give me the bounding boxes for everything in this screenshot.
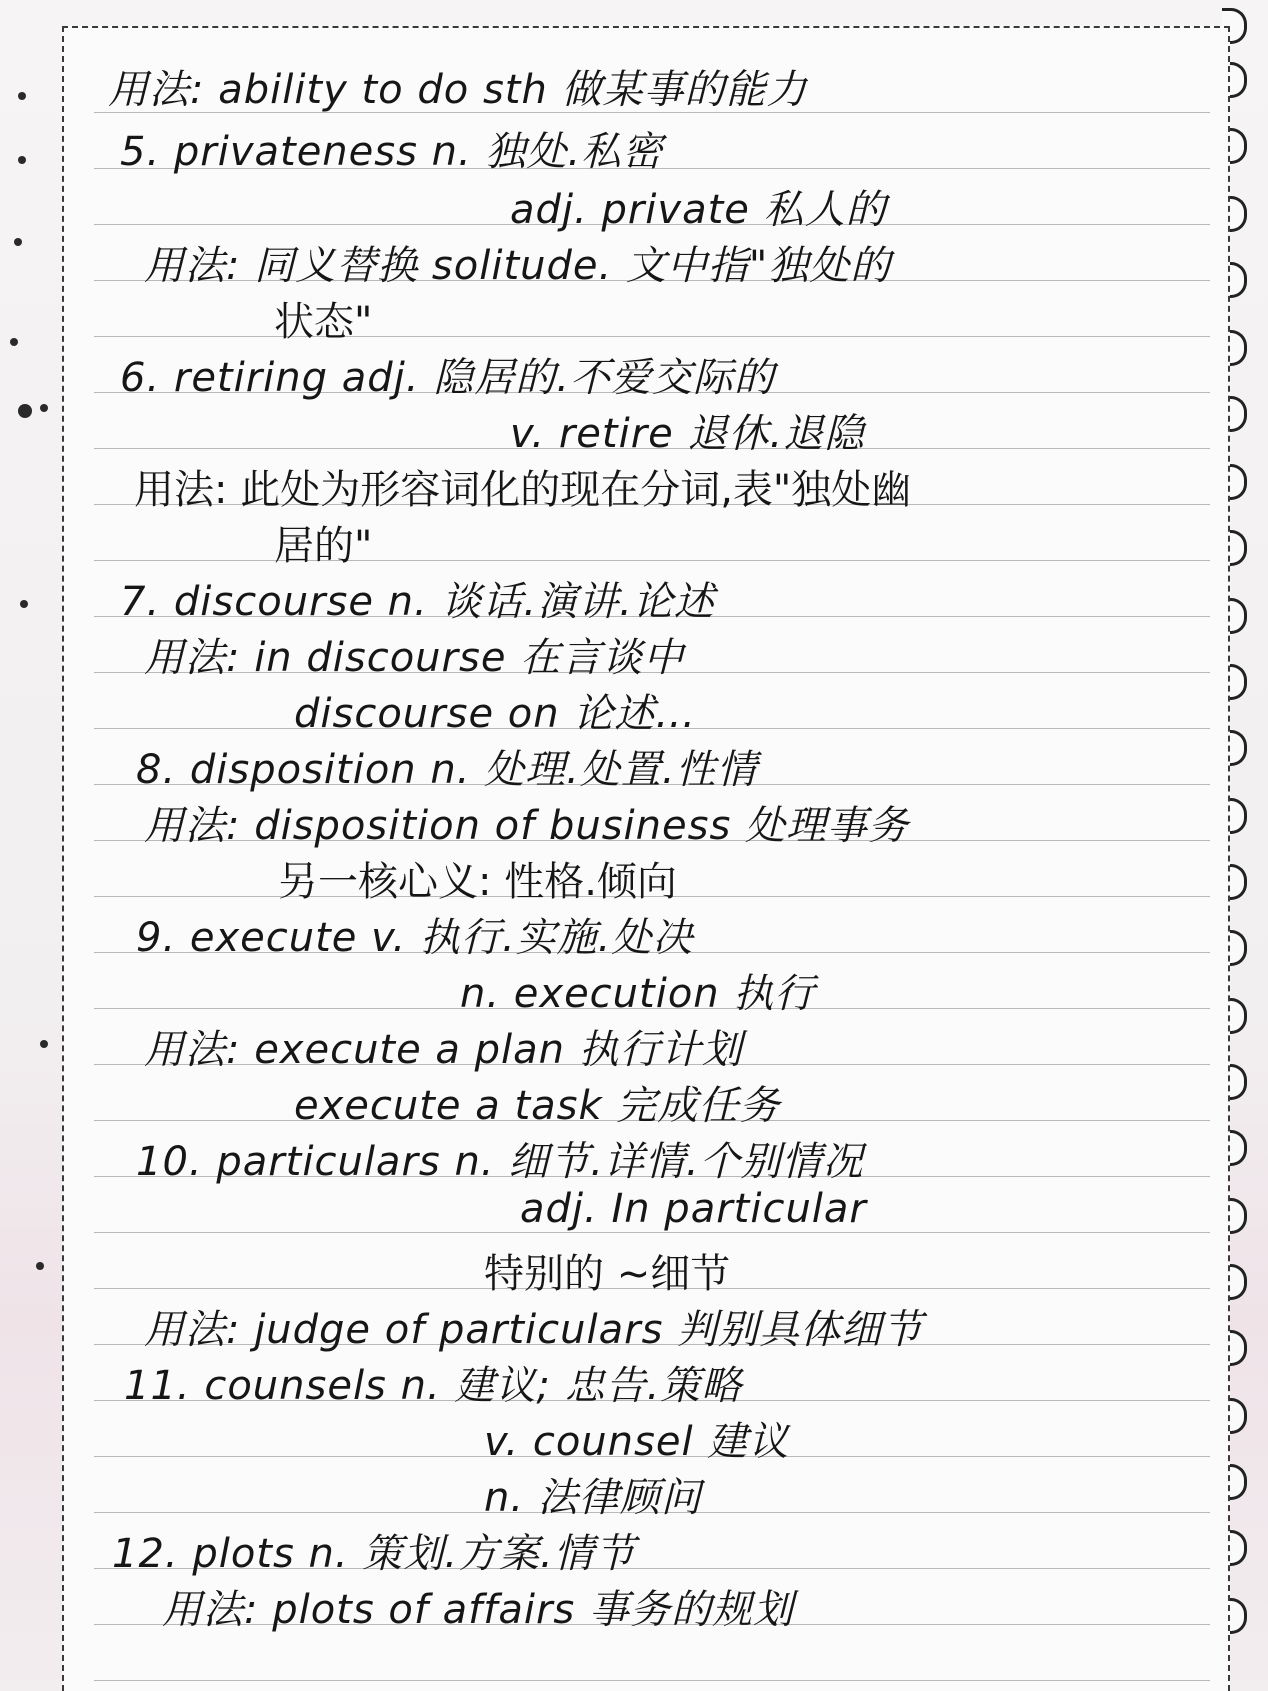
vocab-entry: 6. retiring adj. 隐居的.不爱交际的 — [120, 355, 775, 401]
note-line: 特别的 ~细节 — [484, 1251, 731, 1297]
usage-line: 用法: disposition of business 处理事务 — [144, 803, 910, 849]
note-line: 用法: ability to do sth 做某事的能力 — [108, 67, 808, 113]
note-line: adj. private 私人的 — [510, 187, 887, 233]
binder-hole — [40, 404, 48, 412]
ruled-line — [94, 1680, 1210, 1681]
binder-hole — [18, 92, 26, 100]
usage-line: 用法: plots of affairs 事务的规划 — [162, 1587, 794, 1633]
binder-hole — [20, 600, 28, 608]
usage-line: 用法: in discourse 在言谈中 — [144, 635, 685, 681]
usage-line: 用法: execute a plan 执行计划 — [144, 1027, 743, 1073]
usage-line: 用法: 同义替换 solitude. 文中指"独处的 — [144, 243, 892, 289]
vocab-entry: 5. privateness n. 独处.私密 — [120, 129, 664, 175]
vocab-entry: 7. discourse n. 谈话.演讲.论述 — [120, 579, 715, 625]
note-line: discourse on 论述… — [294, 691, 697, 737]
note-line: adj. In particular — [520, 1186, 867, 1232]
note-line: n. execution 执行 — [460, 971, 816, 1017]
note-line: 状态" — [274, 299, 373, 345]
note-line: n. 法律顾问 — [484, 1475, 702, 1521]
note-line: execute a task 完成任务 — [294, 1083, 781, 1129]
vocab-entry: 12. plots n. 策划.方案.情节 — [112, 1531, 636, 1577]
note-line: 另一核心义: 性格.倾向 — [278, 859, 677, 905]
ruled-line — [94, 1232, 1210, 1233]
ruled-line — [94, 560, 1210, 561]
binder-hole — [14, 238, 22, 246]
notebook-sheet — [62, 26, 1230, 1691]
ruled-line — [94, 336, 1210, 337]
vocab-entry: 8. disposition n. 处理.处置.性情 — [136, 747, 758, 793]
vocab-entry: 10. particulars n. 细节.详情.个别情况 — [136, 1139, 864, 1185]
usage-line: 用法: judge of particulars 判别具体细节 — [144, 1307, 924, 1353]
note-line: v. counsel 建议 — [484, 1419, 790, 1465]
binder-hole — [36, 1262, 44, 1270]
binder-hole — [40, 1040, 48, 1048]
vocab-entry: 11. counsels n. 建议; 忠告.策略 — [124, 1363, 743, 1409]
vocab-entry: 9. execute v. 执行.实施.处决 — [136, 915, 694, 961]
note-line: v. retire 退休.退隐 — [510, 411, 866, 457]
binder-hole — [18, 156, 26, 164]
binder-hole — [18, 404, 32, 418]
note-line: 居的" — [274, 523, 373, 569]
usage-line: 用法: 此处为形容词化的现在分词,表"独处幽 — [134, 467, 912, 513]
binder-hole — [10, 338, 18, 346]
